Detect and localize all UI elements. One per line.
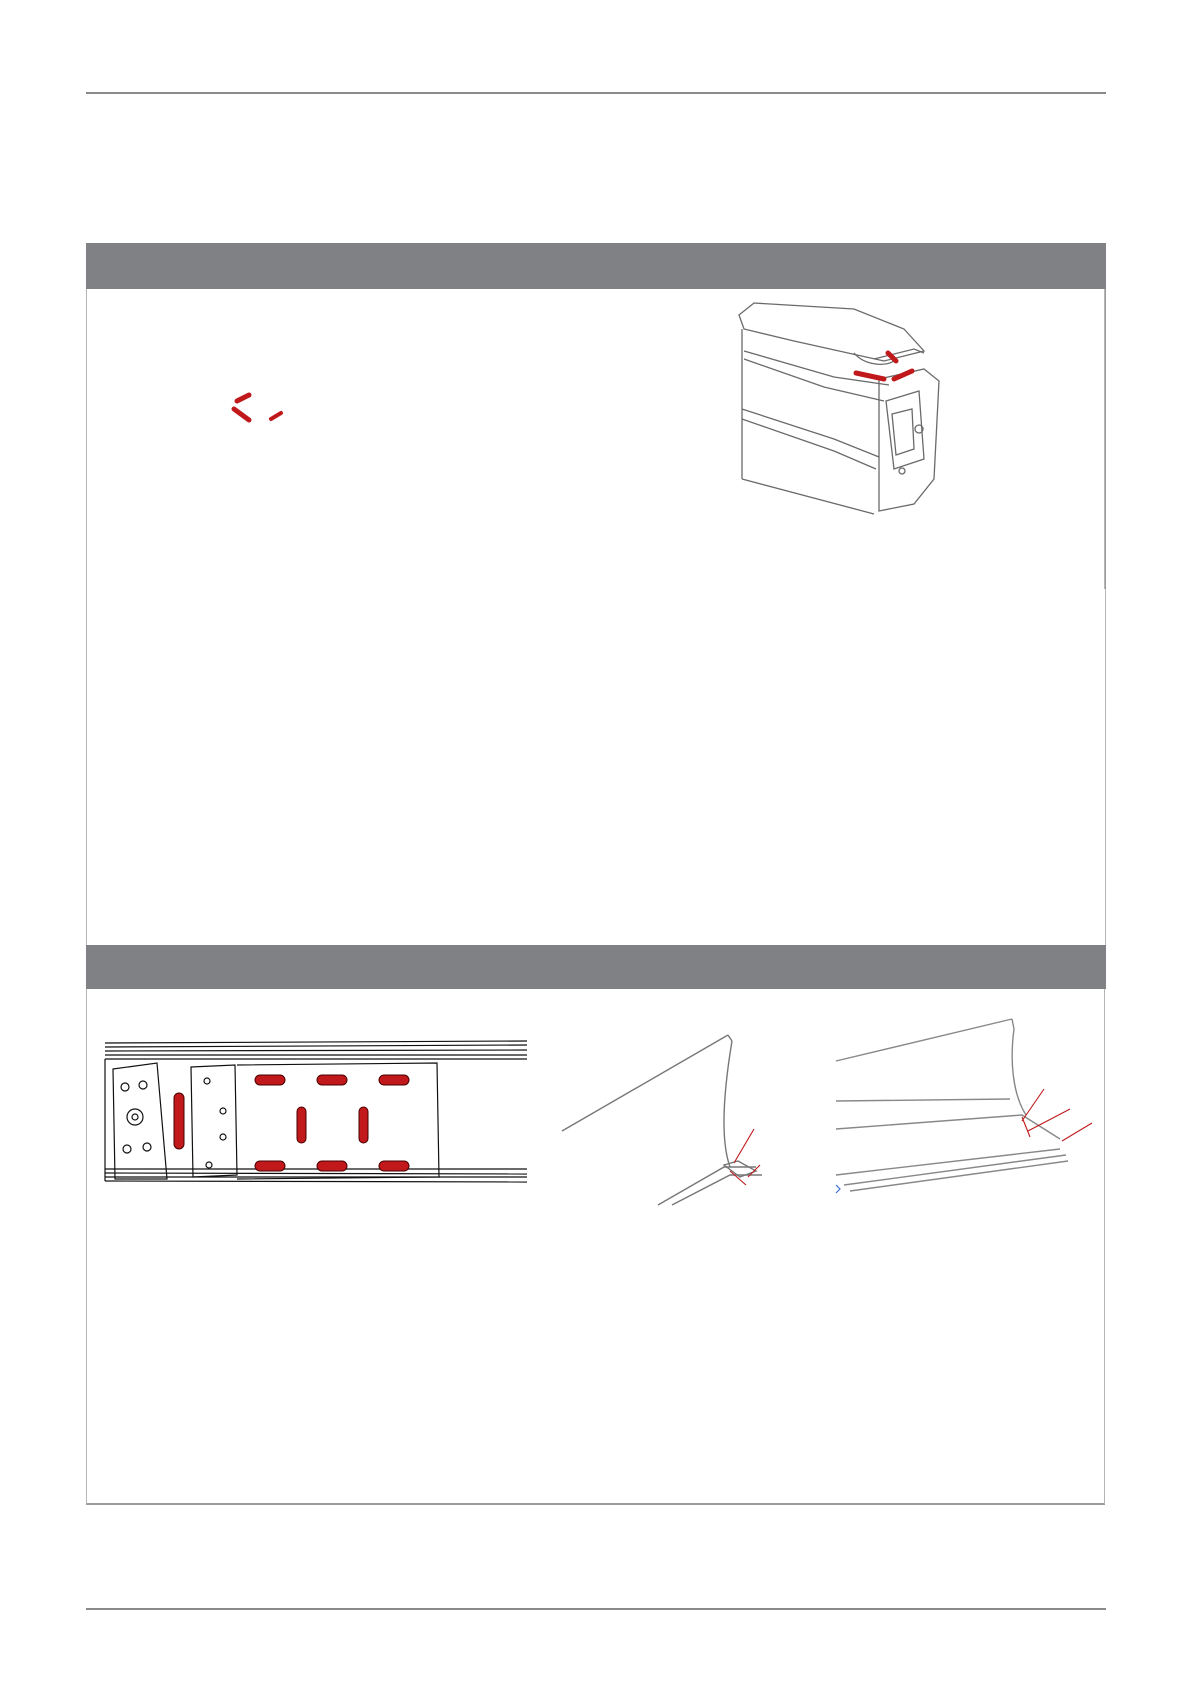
- section-2-caption-2: [534, 1241, 831, 1294]
- housing-illustration: [594, 289, 1104, 541]
- section-1-heading-band: [86, 243, 1106, 289]
- section-1-figure-left: [86, 289, 596, 542]
- section-1-caption-right: [594, 541, 1105, 590]
- red-marker-icon: [87, 289, 595, 541]
- section-1-body: [86, 589, 1106, 946]
- screen-bottom-illustration: [830, 989, 1104, 1241]
- section-2-body-right: [534, 1293, 1105, 1505]
- section-2-body-left: [86, 1293, 536, 1505]
- section-1-figure-right: [594, 289, 1105, 542]
- mounting-plate-illustration: [87, 989, 535, 1241]
- axis-icon: [836, 1185, 840, 1193]
- header-rule: [86, 92, 1106, 94]
- section-2-figure-3: [830, 989, 1105, 1242]
- section-2-figure-1: [86, 989, 536, 1242]
- section-2-caption-1: [86, 1241, 536, 1294]
- section-2-figure-2: [534, 989, 831, 1242]
- section-2-caption-3: [830, 1241, 1105, 1294]
- screen-edge-illustration: [534, 989, 830, 1241]
- section-2-heading-band: [86, 945, 1106, 989]
- footer-rule: [86, 1608, 1106, 1610]
- section-1-caption-left: [86, 541, 596, 590]
